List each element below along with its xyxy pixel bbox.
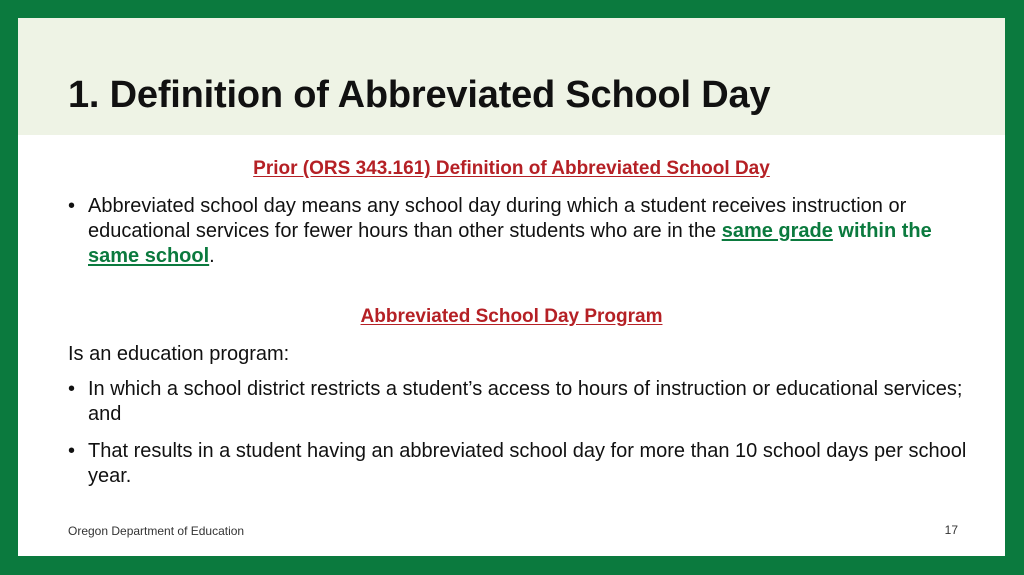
bullet-text: Abbreviated school day means any school day during which a student receives instruction or educational services for fewer hours than other students who are in the — [88, 195, 907, 242]
bullet-icon: • — [68, 378, 76, 400]
slide-title: 1. Definition of Abbreviated School Day — [68, 74, 771, 116]
program-intro: Is an education program: — [68, 343, 290, 365]
program-heading: Abbreviated School Day Program — [360, 306, 663, 327]
bullet-icon: • — [68, 195, 76, 217]
same-grade-emphasis: same grade — [721, 220, 833, 242]
prior-definition-bullet — [68, 194, 968, 269]
slide — [18, 18, 1005, 556]
bullet-icon: • — [68, 440, 76, 462]
page-number: 17 — [944, 523, 958, 537]
bullet-period: . — [209, 245, 215, 267]
within-the-emphasis: within the — [832, 220, 932, 242]
bullet-text: In which a school district restricts a student’s access to hours of instruction or educational services; and — [88, 378, 963, 425]
footer-organization: Oregon Department of Education — [68, 524, 245, 538]
program-bullet-1 — [68, 377, 968, 427]
prior-definition-heading: Prior (ORS 343.161) Definition of Abbreviated School Day — [253, 158, 770, 179]
program-bullet-2 — [68, 439, 968, 489]
same-school-emphasis: same school — [88, 245, 210, 267]
title-band — [18, 18, 1005, 135]
bullet-text: That results in a student having an abbreviated school day for more than 10 school days per school year. — [88, 440, 967, 487]
